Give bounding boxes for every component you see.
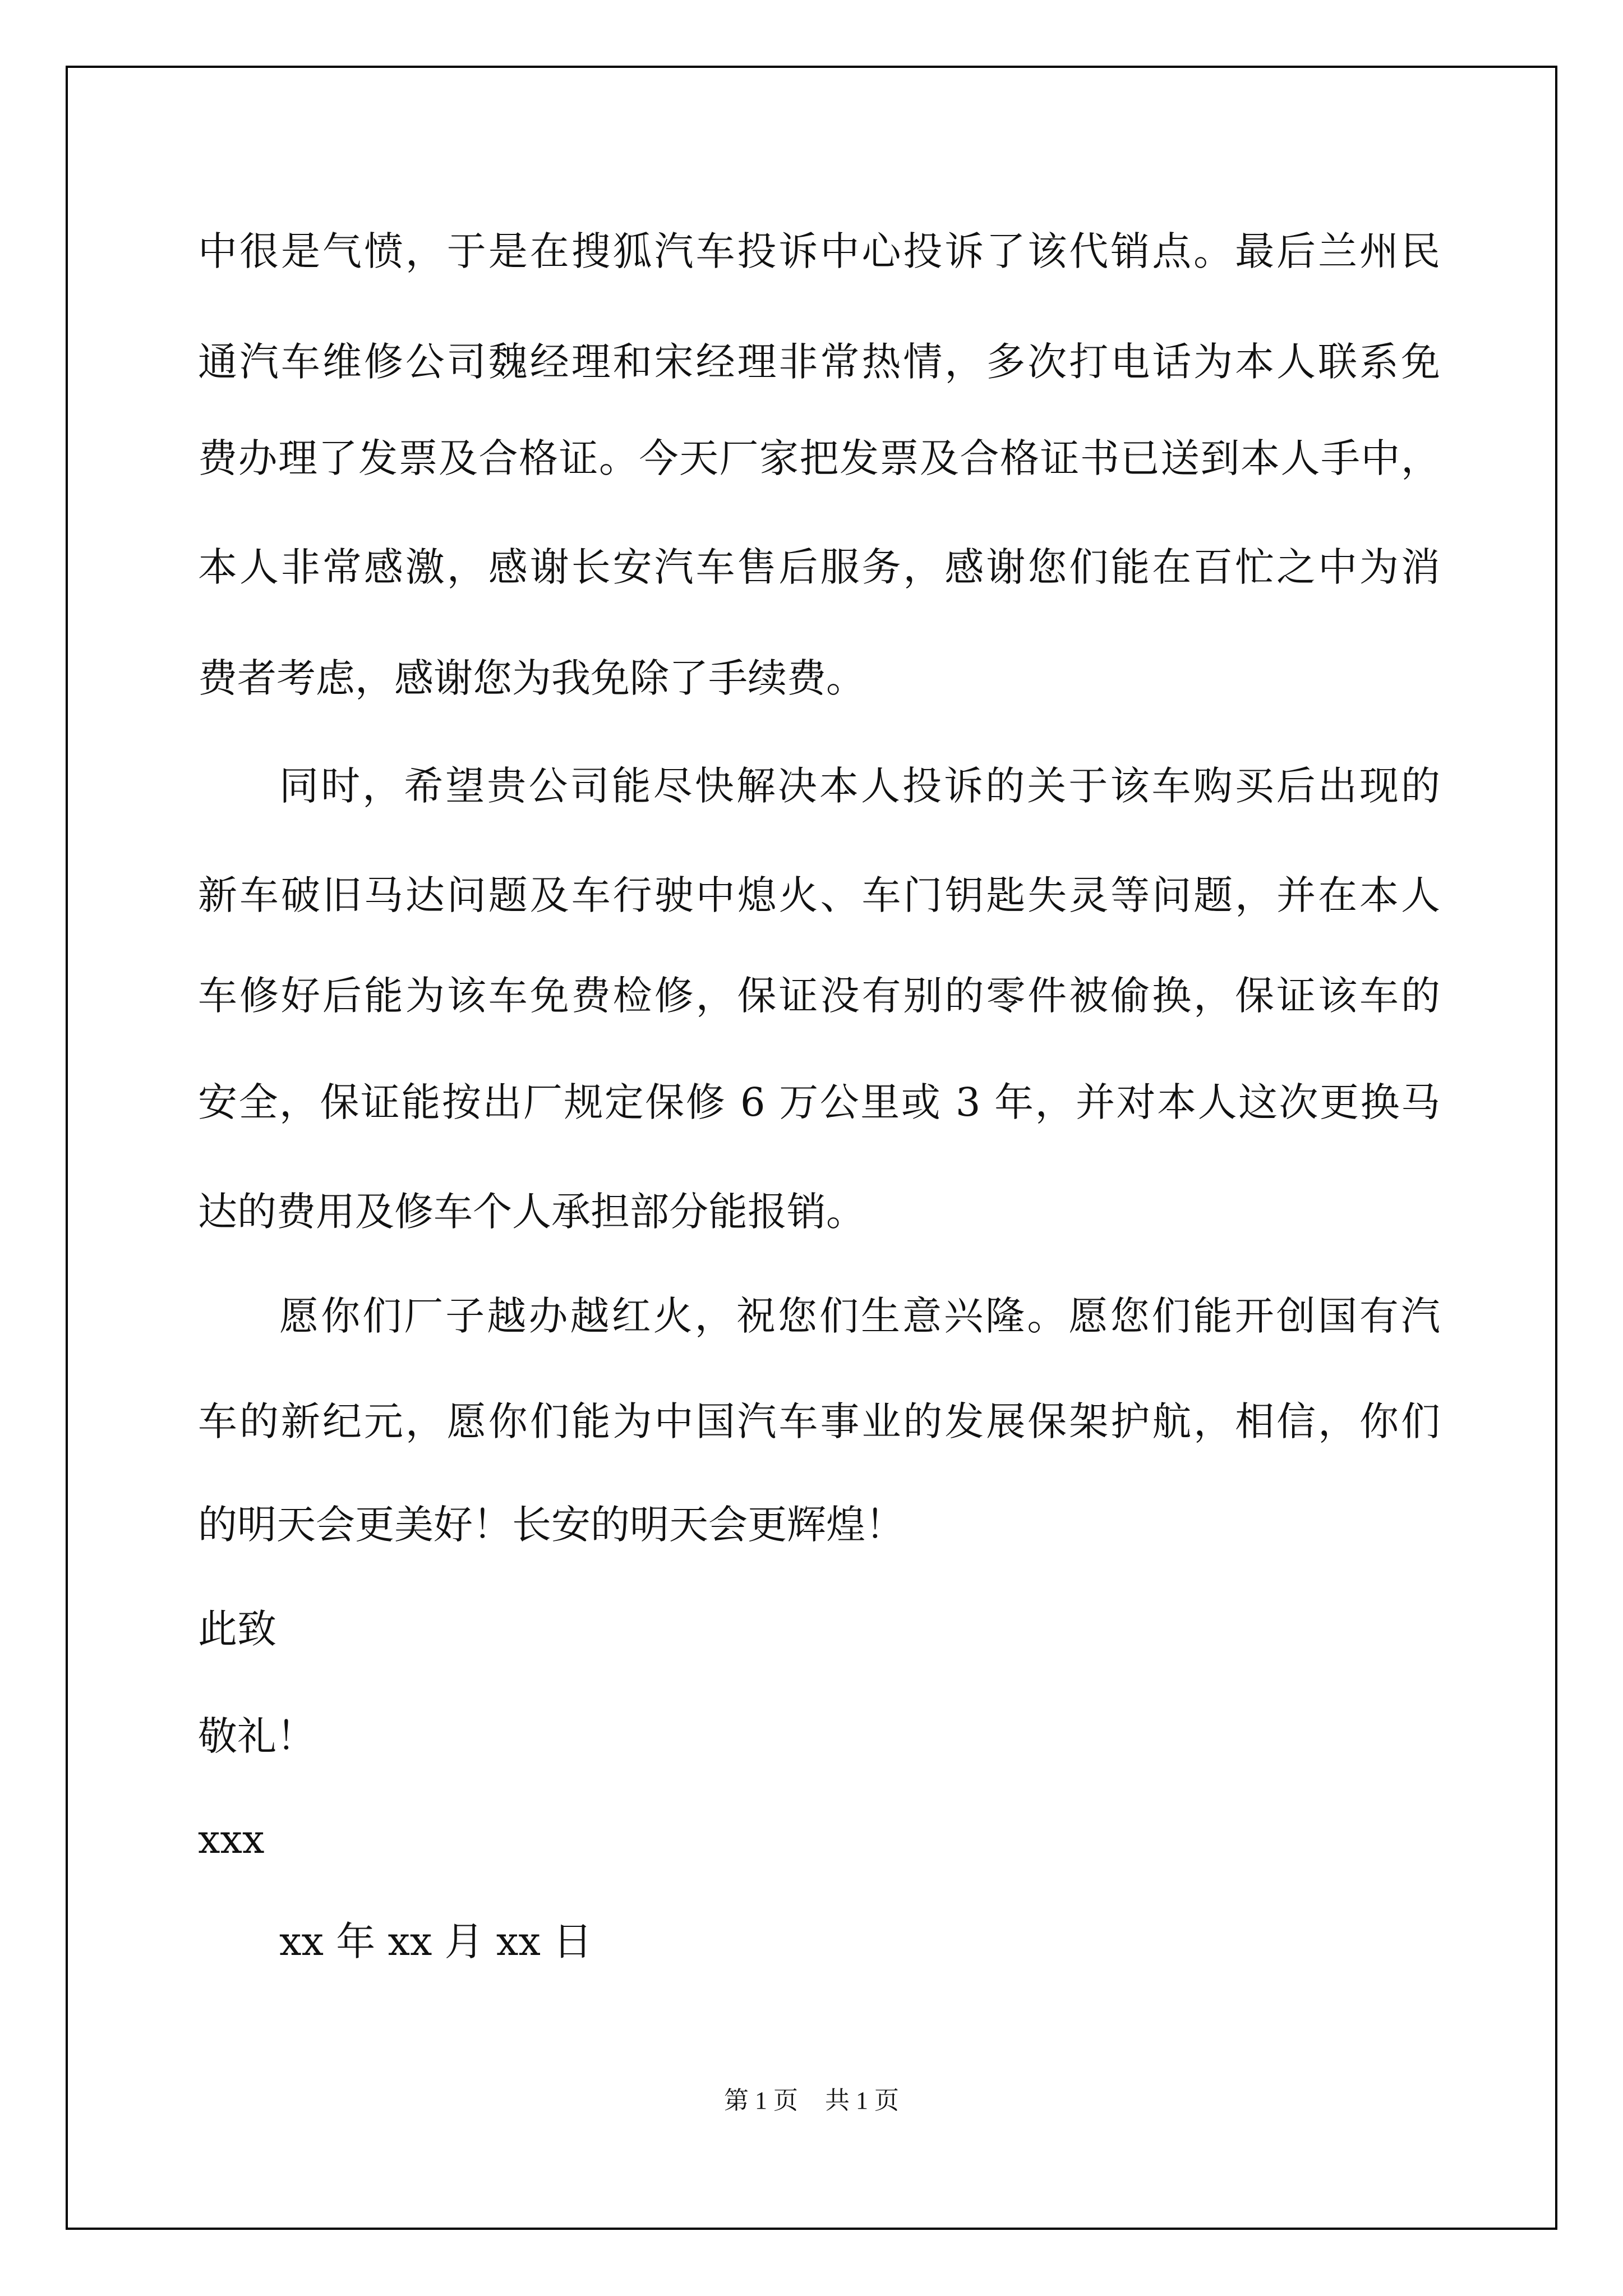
page-border	[66, 66, 1557, 2230]
body-line: 的明天会更美好！长安的明天会更辉煌！	[198, 1502, 905, 1548]
page-footer	[0, 2084, 1623, 2118]
body-line: 本人非常感激，感谢长安汽车售后服务，感谢您们能在百忙之中为消	[198, 544, 1440, 590]
signature-date: xx 年 xx 月 xx 日	[279, 1918, 593, 1964]
body-line: 车修好后能为该车免费检修，保证没有别的零件被偷换，保证该车的	[198, 973, 1440, 1019]
page-total: 共 1 页	[825, 2087, 899, 2114]
paragraph-first-line: 同时，希望贵公司能尽快解决本人投诉的关于该车购买后出现的	[279, 763, 1440, 809]
body-line: 费办理了发票及合格证。今天厂家把发票及合格证书已送到本人手中，	[198, 435, 1440, 481]
signature-name: xxx	[198, 1816, 265, 1862]
body-line: 费者考虑，感谢您为我免除了手续费。	[198, 655, 865, 701]
page-number: 第 1 页	[724, 2087, 798, 2114]
closing-salutation: 此致	[198, 1606, 276, 1652]
body-line: 达的费用及修车个人承担部分能报销。	[198, 1189, 865, 1235]
paragraph-first-line: 愿你们厂子越办越红火，祝您们生意兴隆。愿您们能开创国有汽	[279, 1293, 1440, 1339]
closing-regards: 敬礼！	[198, 1713, 316, 1759]
body-line: 中很是气愤，于是在搜狐汽车投诉中心投诉了该代销点。最后兰州民	[198, 228, 1440, 274]
body-line: 通汽车维修公司魏经理和宋经理非常热情，多次打电话为本人联系免	[198, 339, 1440, 385]
body-line: 新车破旧马达问题及车行驶中熄火、车门钥匙失灵等问题，并在本人	[198, 872, 1440, 918]
body-line: 车的新纪元，愿你们能为中国汽车事业的发展保架护航，相信，你们	[198, 1398, 1440, 1444]
body-line: 安全，保证能按出厂规定保修 6 万公里或 3 年，并对本人这次更换马	[198, 1079, 1440, 1125]
